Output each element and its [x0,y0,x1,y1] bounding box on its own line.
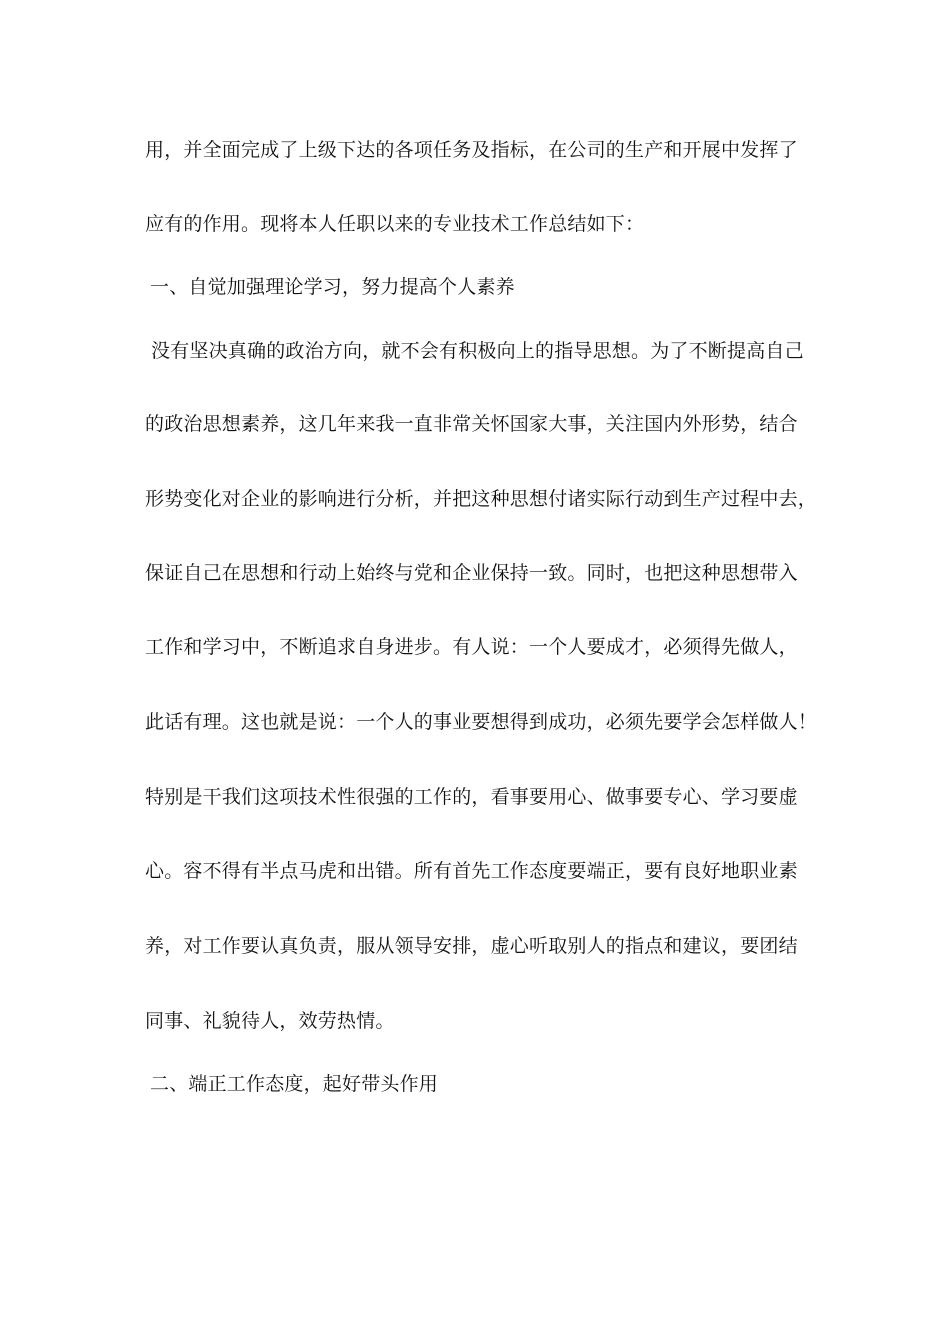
paragraph-line: 工作和学习中，不断追求自身进步。有人说：一个人要成才，必须得先做人， [145,636,798,658]
paragraph-line: 保证自己在思想和行动上始终与党和企业保持一致。同时，也把这种思想带入 [145,562,798,584]
paragraph-line: 养，对工作要认真负责，服从领导安排，虚心听取别人的指点和建议，要团结 [145,935,798,957]
paragraph-line: 用，并全面完成了上级下达的各项任务及指标，在公司的生产和开展中发挥了 [145,139,798,161]
paragraph-line: 心。容不得有半点马虎和出错。所有首先工作态度要端正，要有良好地职业素 [145,860,798,882]
paragraph-line: 没有坚决真确的政治方向，就不会有积极向上的指导思想。为了不断提高自己 [151,340,804,362]
paragraph-line: 应有的作用。现将本人任职以来的专业技术工作总结如下： [145,213,645,235]
paragraph-line: 形势变化对企业的影响进行分析，并把这种思想付诸实际行动到生产过程中去， [145,488,818,510]
paragraph-line: 此话有理。这也就是说：一个人的事业要想得到成功，必须先要学会怎样做人！ [145,711,818,733]
section-heading: 二、端正工作态度，起好带头作用 [150,1073,439,1095]
paragraph-line: 的政治思想素养，这几年来我一直非常关怀国家大事，关注国内外形势，结合 [145,413,798,435]
paragraph-line: 特别是干我们这项技术性很强的工作的，看事要用心、做事要专心、学习要虚 [145,786,798,808]
section-heading: 一、自觉加强理论学习，努力提高个人素养 [150,276,515,298]
paragraph-line: 同事、礼貌待人，效劳热情。 [145,1010,395,1032]
